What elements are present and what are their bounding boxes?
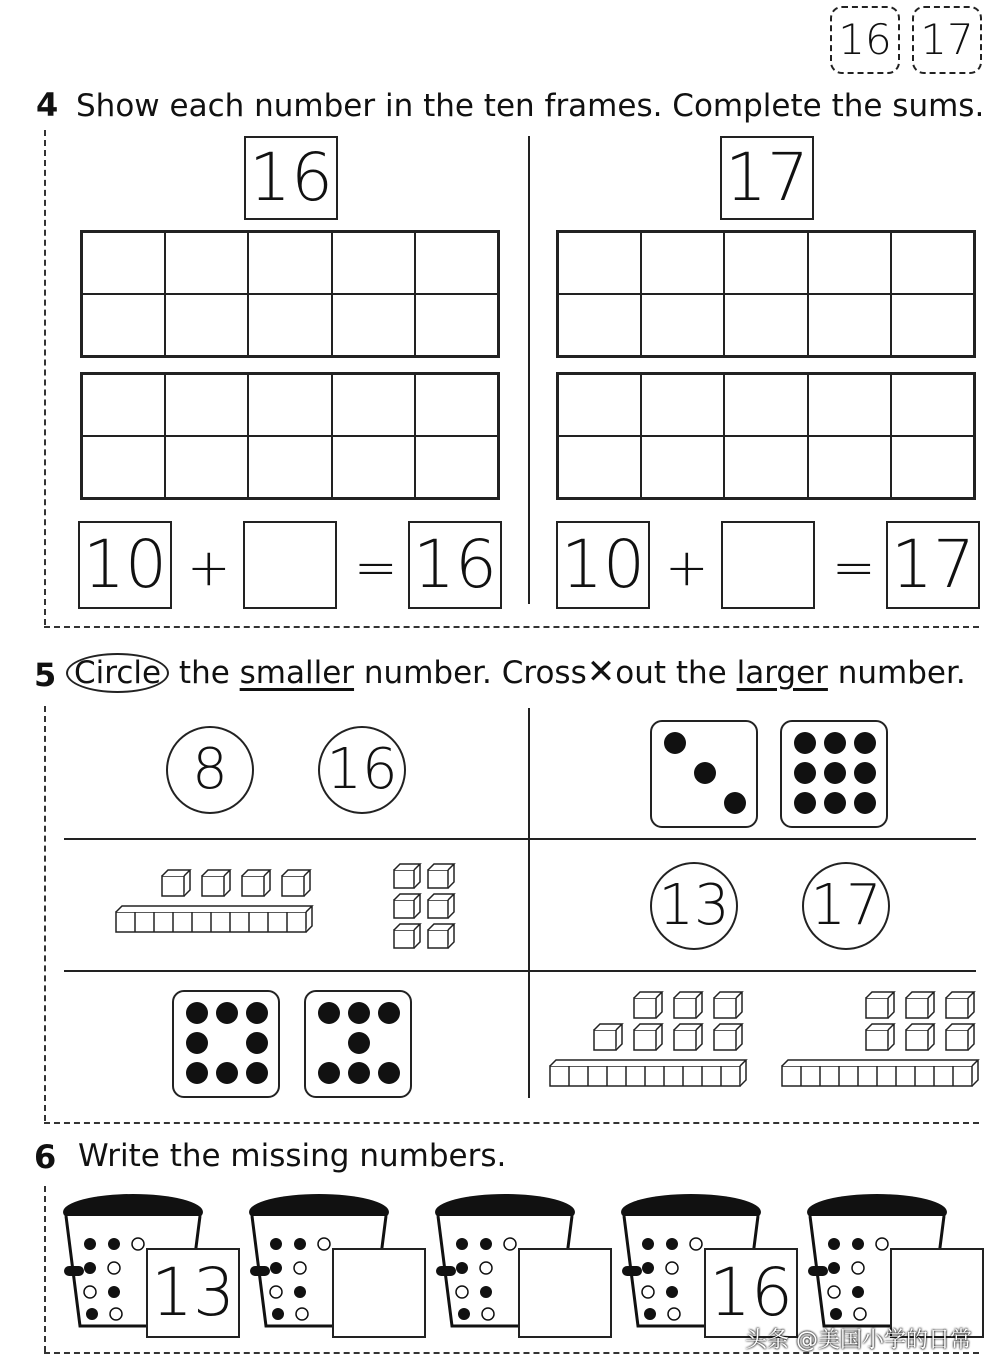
instr-number-cross: number. Cross [354, 655, 587, 691]
unit-cube-icon [906, 992, 934, 1018]
unit-cube-icon [394, 894, 420, 918]
question-6-instruction: Write the missing numbers. [78, 1138, 507, 1174]
pip [794, 732, 816, 754]
pip [318, 1062, 340, 1084]
unit-cube-icon [674, 992, 702, 1018]
q4-ten-frame-16-bottom[interactable] [80, 372, 500, 500]
q4-addend-ten-17: 10 [556, 521, 650, 609]
unit-cube-icon [634, 992, 662, 1018]
unit-cube-icon [394, 864, 420, 888]
q5-die-nine[interactable] [780, 720, 888, 828]
q5-base-ten-blocks-14[interactable] [110, 864, 320, 938]
question-4-instruction: Show each number in the ten frames. Complete the sums. [76, 88, 985, 124]
q4-answer-box-17[interactable] [721, 521, 815, 609]
pip [348, 1002, 370, 1024]
pip [186, 1032, 208, 1054]
instr-the: the [169, 655, 240, 691]
unit-cube-icon [594, 1024, 622, 1050]
pip [824, 762, 846, 784]
pip [854, 792, 876, 814]
pip [854, 762, 876, 784]
pip [216, 1062, 238, 1084]
unit-cube-icon [428, 864, 454, 888]
question-6-number: 6 [34, 1138, 57, 1176]
unit-cube-icon [866, 992, 894, 1018]
q5-divider-h2 [64, 970, 976, 972]
unit-cube-icon [714, 1024, 742, 1050]
q6-left-border [44, 1186, 46, 1352]
pip [724, 792, 746, 814]
unit-cube-icon [428, 894, 454, 918]
q6-answer-box-2[interactable] [332, 1248, 426, 1338]
q4-sum-17: 17 [886, 521, 980, 609]
q5-base-ten-blocks-16[interactable] [778, 986, 982, 1090]
unit-cube-icon [674, 1024, 702, 1050]
pip [794, 792, 816, 814]
question-4-number: 4 [36, 86, 59, 124]
q5-number-8[interactable]: 8 [166, 726, 254, 814]
pip [216, 1002, 238, 1024]
pip [378, 1062, 400, 1084]
pip [378, 1002, 400, 1024]
unit-cube-icon [634, 1024, 662, 1050]
q4-ten-frame-16-top[interactable] [80, 230, 500, 358]
smaller-word: smaller [239, 655, 355, 691]
q5-base-ten-blocks-17[interactable] [546, 986, 750, 1090]
pip [824, 792, 846, 814]
q4-divider [528, 136, 530, 604]
page-tag-16: 16 [830, 6, 900, 74]
unit-cube-icon [906, 1024, 934, 1050]
unit-cube-icon [162, 870, 190, 896]
pip [348, 1062, 370, 1084]
q6-bucket-number-1: 13 [146, 1248, 240, 1338]
ten-rod-icon [782, 1060, 978, 1086]
unit-cube-icon [394, 924, 420, 948]
q4-bottom-border [44, 626, 979, 628]
pip [246, 1002, 268, 1024]
q4-target-16: 16 [244, 136, 338, 220]
question-5-number: 5 [34, 656, 57, 694]
q5-number-13[interactable]: 13 [650, 862, 738, 950]
pip [246, 1032, 268, 1054]
unit-cube-icon [202, 870, 230, 896]
q4-ten-frame-17-bottom[interactable] [556, 372, 976, 500]
pip [246, 1062, 268, 1084]
pip [694, 762, 716, 784]
pip [664, 732, 686, 754]
unit-cube-icon [946, 992, 974, 1018]
unit-cube-icon [866, 1024, 894, 1050]
pip [348, 1032, 370, 1054]
q4-equals-16: = [354, 538, 398, 598]
ten-rod-icon [116, 906, 312, 932]
q6-answer-box-3[interactable] [518, 1248, 612, 1338]
q4-sum-16: 16 [408, 521, 502, 609]
q5-die-eight[interactable] [172, 990, 280, 1098]
q4-addend-ten-16: 10 [78, 521, 172, 609]
q5-divider-h1 [64, 838, 976, 840]
ten-rod-icon [550, 1060, 746, 1086]
pip [824, 732, 846, 754]
q4-plus-17: + [665, 538, 709, 598]
q4-answer-box-16[interactable] [243, 521, 337, 609]
q4-ten-frame-17-top[interactable] [556, 230, 976, 358]
unit-cube-icon [714, 992, 742, 1018]
instr-out-the: out the [615, 655, 737, 691]
unit-cube-icon [242, 870, 270, 896]
pip [794, 762, 816, 784]
circle-word: Circle [66, 653, 169, 693]
q5-die-three[interactable] [650, 720, 758, 828]
q5-number-17[interactable]: 17 [802, 862, 890, 950]
page-tag-17: 17 [912, 6, 982, 74]
q5-left-border [44, 706, 46, 1121]
pip [854, 732, 876, 754]
q6-bucket-number-4: 16 [704, 1248, 798, 1338]
watermark: 头条 @美国小学的日常 [745, 1328, 972, 1353]
instr-number-end: number. [827, 655, 966, 691]
q4-target-17: 17 [720, 136, 814, 220]
unit-cube-icon [282, 870, 310, 896]
q5-base-ten-blocks-6[interactable] [388, 858, 468, 954]
pip [318, 1002, 340, 1024]
q4-equals-17: = [832, 538, 876, 598]
cross-icon: ✕ [586, 652, 616, 692]
q4-left-border [44, 130, 46, 625]
unit-cube-icon [946, 1024, 974, 1050]
q4-plus-16: + [187, 538, 231, 598]
q5-number-16[interactable]: 16 [318, 726, 406, 814]
q5-divider-v [528, 708, 530, 1098]
q5-bottom-border [44, 1122, 979, 1124]
unit-cube-icon [428, 924, 454, 948]
q5-die-seven[interactable] [304, 990, 412, 1098]
pip [186, 1062, 208, 1084]
pip [186, 1002, 208, 1024]
question-5-instruction [66, 652, 966, 693]
larger-word: larger [736, 655, 828, 691]
